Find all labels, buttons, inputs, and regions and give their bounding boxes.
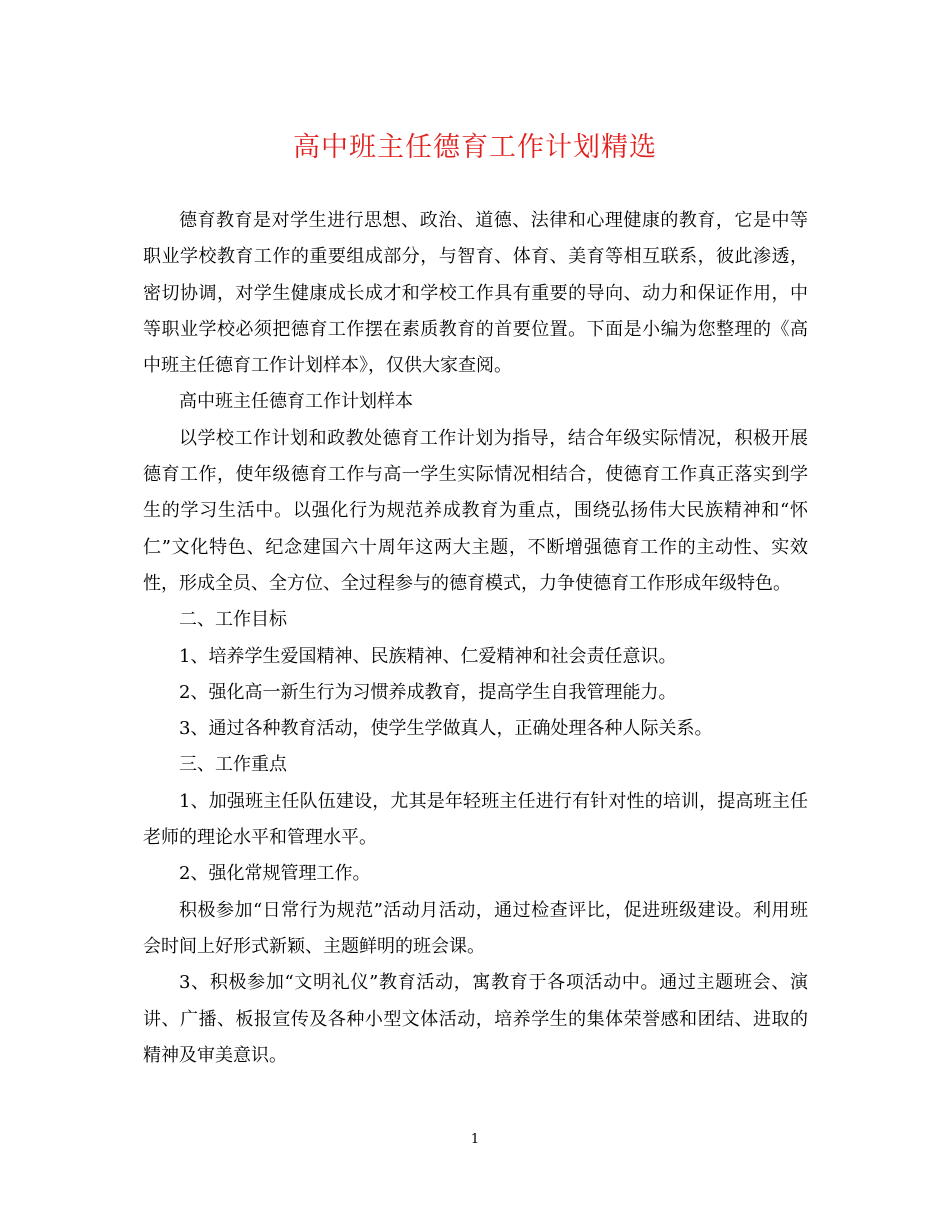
paragraph-guideline: 以学校工作计划和政教处德育工作计划为指导，结合年级实际情况，积极开展德育工作，使年级德育工作与高一学生实际情况相结合，使德育工作真正落实到学生的学习生活中。以强化行为规范养成教育为重点，围绕弘扬伟大民族精神和“怀仁”文化特色、纪念建国六十周年这两大主题，不断增强德育工作的主动性、实效性，形成全员、全方位、全过程参与的德育模式，力争使德育工作形成年级特色。	[143, 427, 808, 594]
focus-item-2-detail: 积极参加“日常行为规范”活动月活动，通过检查评比，促进班级建设。利用班会时间上好形式新颖、主题鲜明的班会课。	[143, 899, 808, 957]
page-number: 1	[470, 1132, 480, 1147]
paragraph-subtitle: 高中班主任德育工作计划样本	[179, 391, 413, 413]
focus-item-2: 2、强化常规管理工作。	[179, 863, 371, 885]
paragraph-intro: 德育教育是对学生进行思想、政治、道德、法律和心理健康的教育，它是中等职业学校教育工作的重要组成部分，与智育、体育、美育等相互联系，彼此渗透，密切协调，对学生健康成长成才和学校工作具有重要的导向、动力和保证作用，中等职业学校必须把德育工作摆在素质教育的首要位置。下面是小编为您整理的《高中班主任德育工作计划样本》，仅供大家查阅。	[143, 210, 808, 377]
focus-item-1: 1、加强班主任队伍建设，尤其是年轻班主任进行有针对性的培训，提高班主任老师的理论水平和管理水平。	[143, 790, 808, 849]
section-heading-goals: 二、工作目标	[179, 609, 287, 631]
focus-item-3: 3、积极参加“文明礼仪”教育活动，寓教育于各项活动中。通过主题班会、演讲、广播、板报宣传及各种小型文体活动，培养学生的集体荣誉感和团结、进取的精神及审美意识。	[143, 972, 808, 1066]
document-body	[143, 203, 808, 1074]
document-title: 高中班主任德育工作计划精选	[293, 132, 657, 163]
goal-item-1: 1、培养学生爱国精神、民族精神、仁爱精神和社会责任意识。	[179, 645, 677, 667]
goal-item-3: 3、通过各种教育活动，使学生学做真人，正确处理各种人际关系。	[179, 718, 713, 740]
goal-item-2: 2、强化高一新生行为习惯养成教育，提高学生自我管理能力。	[179, 681, 677, 703]
section-heading-focus: 三、工作重点	[179, 754, 287, 776]
